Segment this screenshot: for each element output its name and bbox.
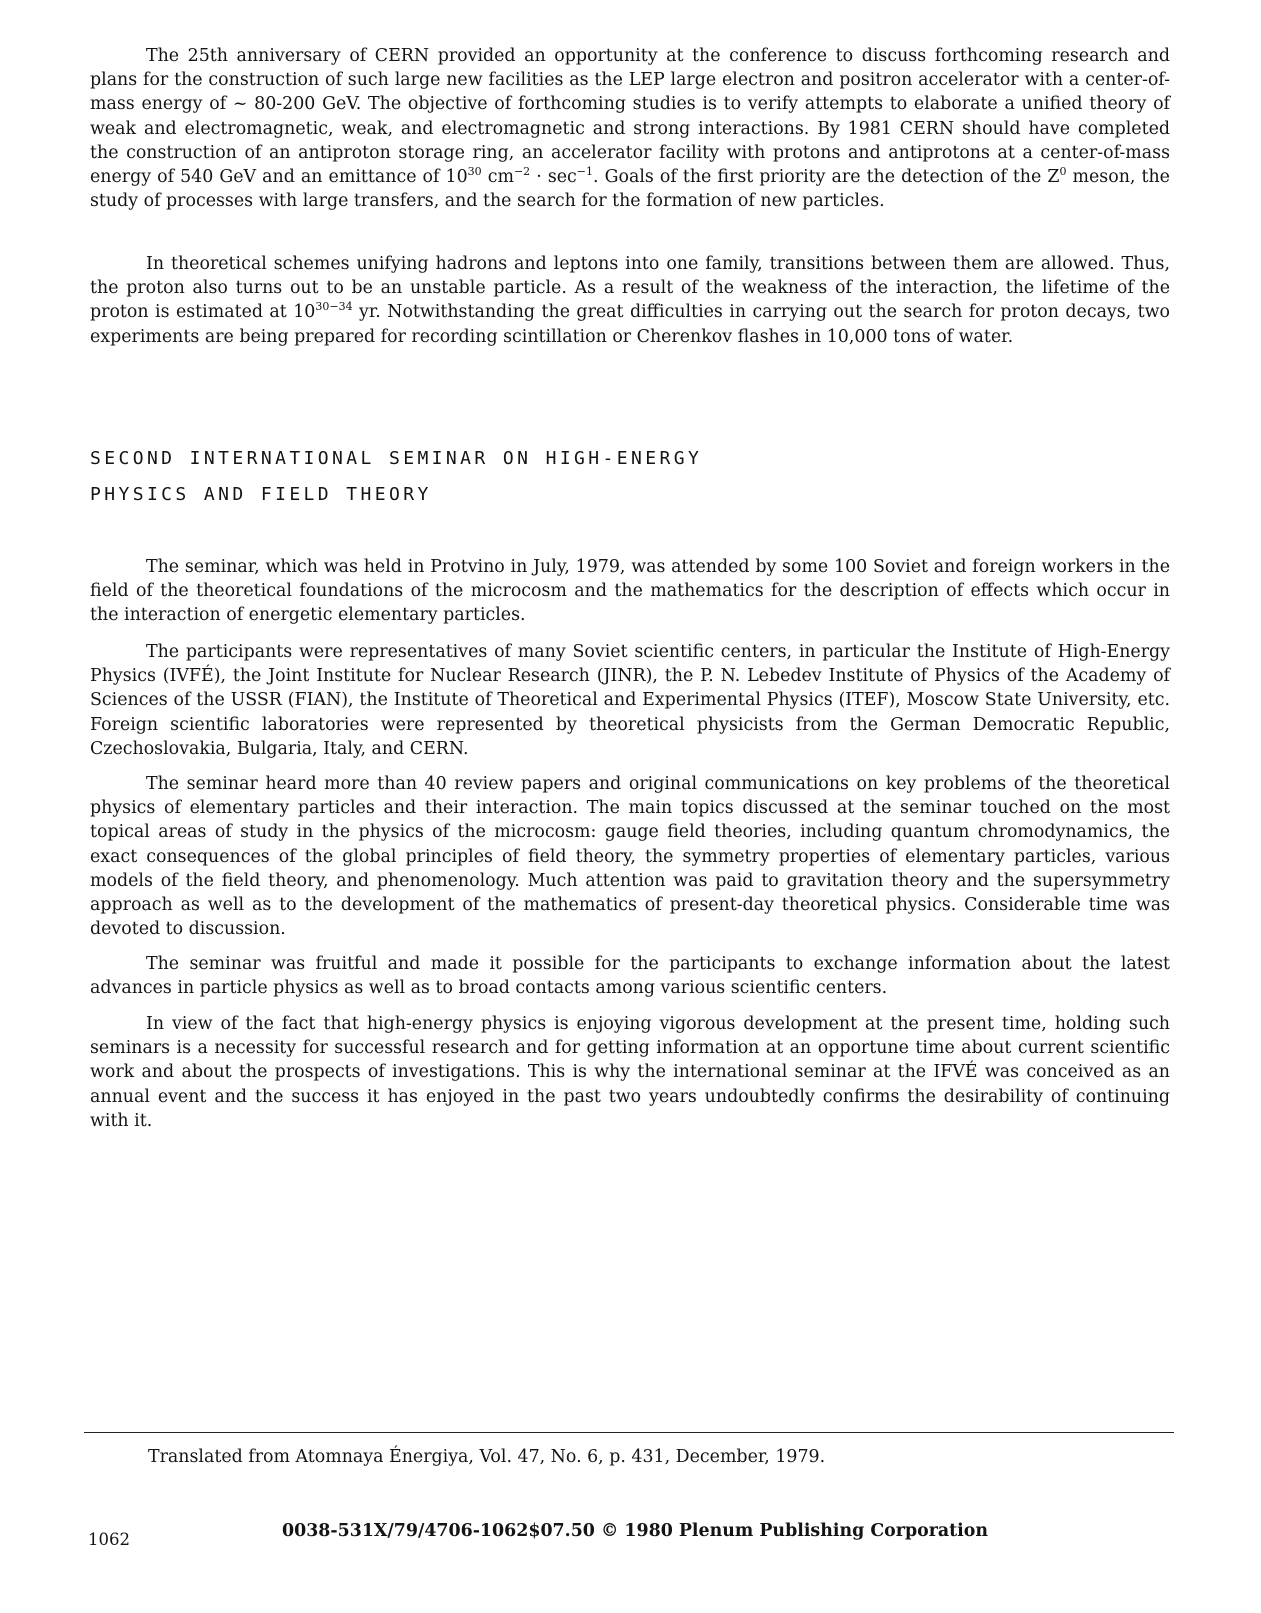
superscript: −1: [576, 165, 594, 179]
paragraph-text: yr. Notwithstanding the great difficulties in carrying out the search for proton decays, two experiments are being prepared for recording scintillation or Cherenkov flashes in 10,000 tons of water.: [90, 302, 1171, 347]
paragraph-text: The 25th anniversary of CERN provided an opportunity at the conference to discuss forthcoming research and plans for the construction of such large new facilities as the LEP large electron and positron accelerator with a center-of-mass energy of ~ 80-200 GeV. The objective of forthcoming studies is to verify attempts to elaborate a unified theory of weak and electromagnetic, weak, and electromagnetic and strong interactions. By 1981 CERN should have completed the construction of an antiproton storage ring, an accelerator facility with protons and antiprotons at a center-of-mass energy of 540 GeV and an emittance of 10: [90, 46, 1170, 188]
paragraph-fruitful: [90, 952, 1170, 1000]
paragraph-text: In view of the fact that high-energy physics is enjoying vigorous development at the present time, holding such seminars is a necessity for successful research and for getting information at an opportune time about current scientific work and about the prospects of investigations. This is why the international seminar at the IFVÉ was conceived as an annual event and the success it has enjoyed in the past two years undoubtedly confirms the desirability of continuing with it.: [90, 1014, 1170, 1131]
superscript: 0: [1059, 165, 1067, 179]
paragraph-topics: [90, 772, 1170, 941]
paragraph-text: In theoretical schemes unifying hadrons and leptons into one family, transitions between them are allowed. Thus, the proton also turns out to be an unstable particle. As a result of the weakness of the interaction, the lifetime of the proton is estimated at 10: [90, 254, 1170, 323]
superscript: −2: [513, 165, 531, 179]
paragraph-seminar-intro: [90, 555, 1170, 628]
paragraph-text: The seminar was fruitful and made it possible for the participants to exchange information about the latest advances in particle physics as well as to broad contacts among various scientific centers.: [90, 954, 1170, 999]
paragraph-conclusion: [90, 1012, 1170, 1133]
page-number: 1062: [88, 1530, 130, 1549]
paragraph-text: The seminar, which was held in Protvino in July, 1979, was attended by some 100 Soviet and foreign workers in the field of the theoretical foundations of the microcosm and the mathematics for the description of effects which occur in the interaction of energetic elementary particles.: [90, 557, 1170, 626]
section-heading-line-2: PHYSICS AND FIELD THEORY: [90, 484, 432, 505]
paragraph-text: cm: [481, 167, 514, 188]
paragraph-participants: [90, 640, 1170, 761]
footnote-divider: [84, 1432, 1174, 1433]
copyright-line: 0038-531X/79/4706-1062$07.50 © 1980 Plenum Publishing Corporation: [282, 1521, 989, 1541]
paragraph-proton-decay: [90, 252, 1170, 349]
paragraph-text: The participants were representatives of many Soviet scientific centers, in particular the Institute of High-Energy Physics (IVFÉ), the Joint Institute for Nuclear Research (JINR), the P. N. Lebedev Institute of Physics of the Academy of Sciences of the USSR (FIAN), the Institute of Theoretical and Experimental Physics (ITEF), Moscow State University, etc. Foreign scientific laboratories were represented by theoretical physicists from the German Democratic Republic, Czechoslovakia, Bulgaria, Italy, and CERN.: [90, 642, 1170, 759]
section-heading-line-1: SECOND INTERNATIONAL SEMINAR ON HIGH-ENERGY: [90, 448, 703, 469]
translation-note: Translated from Atomnaya Énergiya, Vol. 47, No. 6, p. 431, December, 1979.: [148, 1447, 826, 1467]
superscript: 30−34: [315, 300, 353, 314]
paragraph-text: . Goals of the first priority are the detection of the Z: [593, 167, 1060, 188]
paragraph-text: meson, the study of processes with large transfers, and the search for the formation of new particles.: [90, 167, 1170, 212]
paragraph-text: The seminar heard more than 40 review papers and original communications on key problems of the theoretical physics of elementary particles and their interaction. The main topics discussed at the seminar touched on the most topical areas of study in the physics of the microcosm: gauge field theories, including quantum chromodynamics, the exact consequences of the global principles of field theory, the symmetry properties of elementary particles, various models of the field theory, and phenomenology. Much attention was paid to gravitation theory and the supersymmetry approach as well as to the development of the mathematics of present-day theoretical physics. Considerable time was devoted to discussion.: [90, 774, 1170, 940]
paragraph-cern-anniversary: [90, 44, 1170, 213]
paragraph-text: · sec: [530, 167, 577, 188]
superscript: 30: [467, 165, 482, 179]
